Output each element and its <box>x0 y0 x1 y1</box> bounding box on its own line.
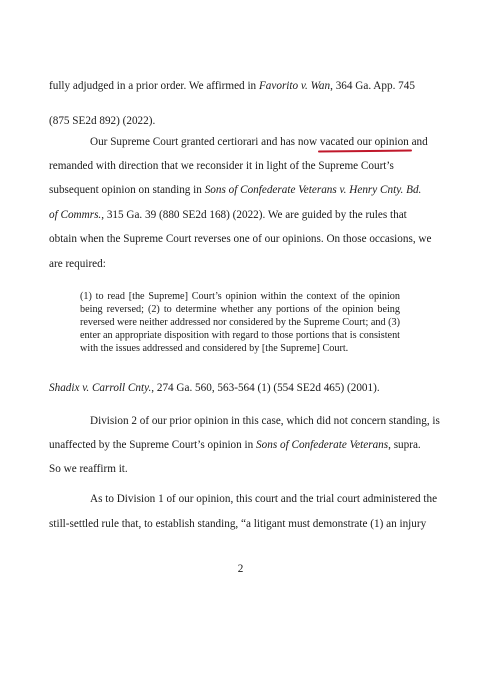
case-name-sons-of-confederate-veterans: Sons of Confederate Veterans v. Henry Cnty. Bd. <box>204 184 422 196</box>
citation-line: Shadix v. Carroll Cnty., 274 Ga. 560, 563-564 (1) (554 SE2d 465) (2001). <box>49 382 380 394</box>
paragraph-2-line-5: obtain when the Supreme Court reverses one of our opinions. On those occasions, we <box>49 233 432 245</box>
paragraph-3-line-1: Division 2 of our prior opinion in this case, which did not concern standing, is <box>90 415 440 427</box>
paragraph-2-line-3: subsequent opinion on standing in Sons of Confederate Veterans v. Henry Cnty. Bd. <box>49 184 422 196</box>
paragraph-2-line-6: are required: <box>49 258 106 270</box>
paragraph-1-line-1: fully adjudged in a prior order. We affirmed in Favorito v. Wan, 364 Ga. App. 745 <box>49 80 415 92</box>
block-quote: (1) to read [the Supreme] Court’s opinion within the context of the opinion being reversed; (2) to determine whether any portions of the opinion being reversed were neither addressed nor considered by the Supreme Court; and (3) enter an appropriate disposition with regard to those portions that is consistent with the issues addressed and considered by [the Supreme] Court. <box>80 291 400 354</box>
paragraph-2-line-1: Our Supreme Court granted certiorari and has now vacated our opinion and <box>90 135 428 149</box>
case-name-shadix: Shadix v. Carroll Cnty. <box>49 382 152 394</box>
paragraph-3-line-2: unaffected by the Supreme Court’s opinion in Sons of Confederate Veterans, supra. <box>49 439 421 451</box>
case-name-commrs: of Commrs. <box>49 209 102 221</box>
underlined-phrase: vacated our opinion <box>320 135 409 149</box>
red-pen-underline <box>318 150 412 153</box>
case-name-sons-supra: Sons of Confederate Veterans <box>256 439 389 451</box>
page-number: 2 <box>237 563 244 575</box>
case-name-favorito: Favorito v. Wan <box>258 80 331 92</box>
paragraph-4-line-2: still-settled rule that, to establish standing, “a litigant must demonstrate (1) an injury <box>49 518 427 530</box>
paragraph-1-line-2: (875 SE2d 892) (2022). <box>49 115 156 127</box>
paragraph-2-line-2: remanded with direction that we reconsider it in light of the Supreme Court’s <box>49 160 394 172</box>
paragraph-3-line-3: So we reaffirm it. <box>49 463 128 475</box>
paragraph-2-line-4: of Commrs., 315 Ga. 39 (880 SE2d 168) (2022). We are guided by the rules that <box>49 209 407 221</box>
paragraph-4-line-1: As to Division 1 of our opinion, this court and the trial court administered the <box>90 493 438 505</box>
